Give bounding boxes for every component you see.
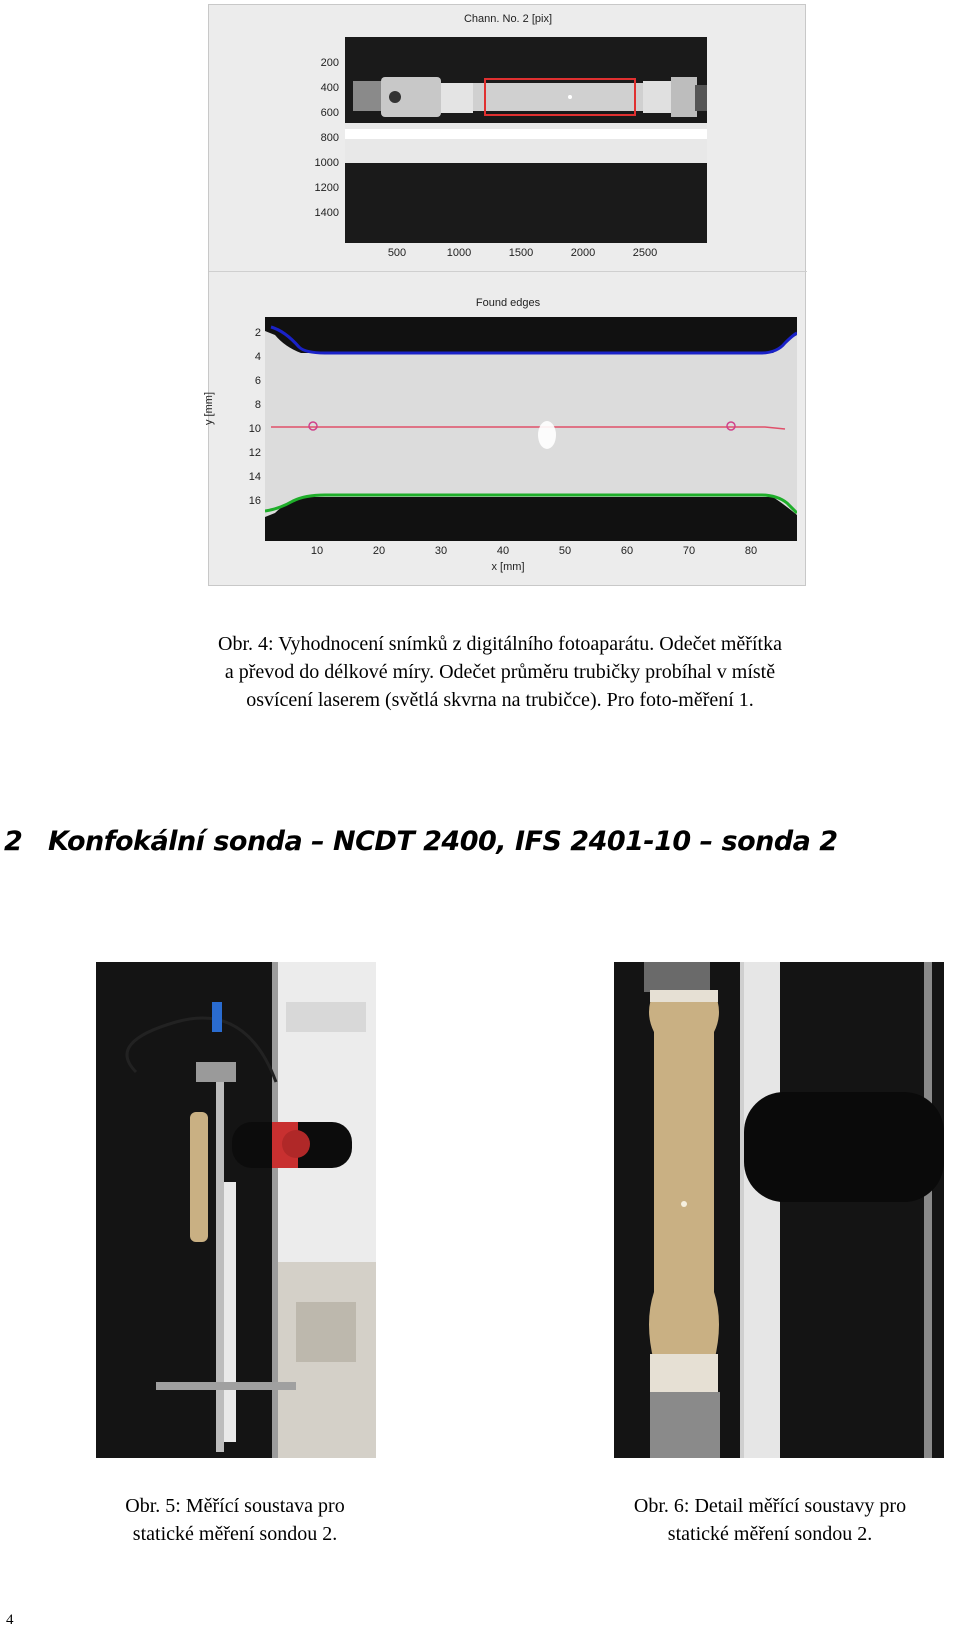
bottom-x-tick: 50	[558, 545, 572, 557]
bottom-x-tick: 80	[744, 545, 758, 557]
top-y-tick: 1200	[314, 182, 339, 194]
camera-image	[345, 37, 707, 243]
top-x-tick: 2500	[632, 247, 658, 259]
section-heading	[4, 826, 944, 857]
top-y-tick: 200	[320, 57, 339, 69]
bottom-plot-title: Found edges	[475, 297, 541, 309]
bottom-x-tick: 70	[682, 545, 696, 557]
top-x-tick: 2000	[570, 247, 596, 259]
bottom-y-tick: 10	[248, 423, 261, 435]
caption-line: Obr. 6: Detail měřící soustavy pro	[633, 1495, 907, 1517]
bottom-y-axis-label: y [mm]	[203, 392, 215, 425]
top-x-tick: 1500	[508, 247, 534, 259]
bottom-x-tick: 60	[620, 545, 634, 557]
top-x-tick: 500	[387, 247, 407, 259]
bottom-y-tick: 16	[248, 495, 261, 507]
caption-line: statické měření sondou 2.	[132, 1523, 338, 1545]
caption-line: Obr. 4: Vyhodnocení snímků z digitálního fotoaparátu. Odečet měřítka	[218, 633, 782, 655]
bottom-x-tick: 30	[434, 545, 448, 557]
bottom-y-tick: 14	[248, 471, 261, 483]
top-y-tick: 400	[320, 82, 339, 94]
figure-6-caption	[580, 1492, 960, 1548]
bottom-y-tick: 8	[254, 399, 261, 411]
caption-line: a převod do délkové míry. Odečet průměru trubičky probíhal v místě	[224, 661, 776, 683]
bottom-x-tick: 10	[310, 545, 324, 557]
bottom-x-tick: 20	[372, 545, 386, 557]
figure-5-caption	[40, 1492, 430, 1548]
top-y-tick: 600	[320, 107, 339, 119]
bottom-y-tick: 6	[254, 375, 261, 387]
caption-line: statické měření sondou 2.	[667, 1523, 873, 1545]
section-title: Konfokální sonda – NCDT 2400, IFS 2401-10 – sonda 2	[48, 826, 838, 857]
bottom-x-tick: 40	[496, 545, 510, 557]
top-y-tick: 800	[320, 132, 339, 144]
bottom-y-tick: 2	[254, 327, 261, 339]
top-plot-title: Chann. No. 2 [pix]	[463, 13, 553, 25]
bottom-y-tick: 12	[248, 447, 261, 459]
figure-4-matlab-window	[203, 4, 806, 586]
edges-image	[265, 317, 797, 541]
pane-divider	[209, 271, 807, 272]
bottom-y-tick: 4	[254, 351, 261, 363]
caption-line: Obr. 5: Měřící soustava pro	[125, 1495, 345, 1517]
bottom-x-axis-label: x [mm]	[491, 561, 525, 573]
caption-line: osvícení laserem (světlá skvrna na trubičce). Pro foto-měření 1.	[246, 689, 754, 711]
section-number: 2	[4, 826, 23, 857]
figure-4-caption	[100, 630, 900, 714]
top-x-tick: 1000	[446, 247, 472, 259]
top-y-tick: 1000	[314, 157, 339, 169]
page-number: 4	[6, 1612, 14, 1628]
figure-6-photo	[614, 962, 944, 1458]
top-y-tick: 1400	[314, 207, 339, 219]
figure-5-photo	[96, 962, 376, 1458]
